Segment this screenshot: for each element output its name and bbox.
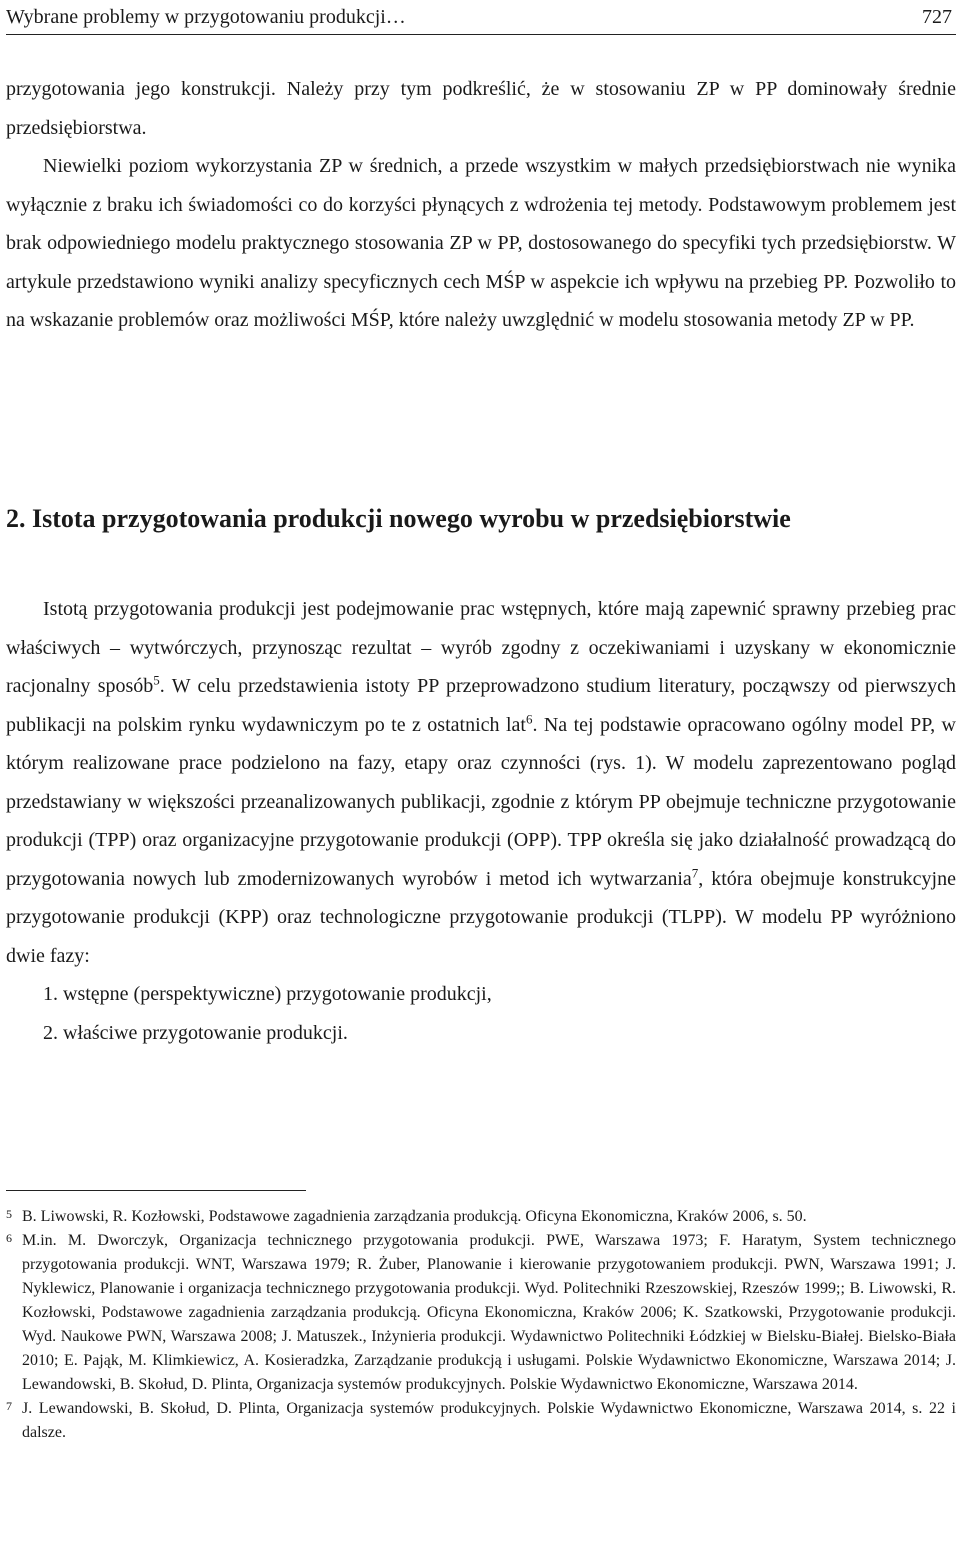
text-run: Istotą przygotowania produkcji jest podejmowanie prac wstępnych, które mają zapewnić sprawny przebieg prac właściwych – wytwórczych, przynosząc rezultat – wyrób zgodny z oczekiwaniami i uzyskany w ekonomicznie racjonalny sposób: [6, 598, 956, 697]
section-body: [6, 590, 956, 1052]
footnote-mark: 6: [6, 1231, 12, 1245]
footnote-ref: 7: [691, 864, 699, 880]
footnote-separator: [6, 1190, 306, 1191]
footnote-text: B. Liwowski, R. Kozłowski, Podstawowe zagadnienia zarządzania produkcją. Oficyna Ekonomiczna, Kraków 2006, s. 50.: [22, 1208, 807, 1225]
footnote-text: J. Lewandowski, B. Skołud, D. Plinta, Organizacja systemów produkcyjnych. Polskie Wydawnictwo Ekonomiczne, Warszawa 2014, s. 22 i dalsze.: [22, 1400, 956, 1441]
footnotes: [6, 1205, 956, 1445]
text-run: , która obejmuje konstrukcyjne przygotowanie produkcji (KPP) oraz technologiczne przygotowanie produkcji (TLPP). W modelu PP wyróżniono dwie fazy:: [6, 867, 956, 967]
page-number: 727: [922, 6, 952, 28]
list-item: 2. właściwe przygotowanie produkcji.: [43, 1021, 348, 1044]
paragraph: Niewielki poziom wykorzystania ZP w średnich, a przede wszystkim w małych przedsiębiorstwach nie wynika wyłącznie z braku ich świadomości co do korzyści płynących z wdrożenia tej metody. Podstawowym problemem jest brak odpowiedniego modelu praktycznego stosowania ZP w PP, dostosowanego do specyfiki tych przedsiębiorstw. W artykule przedstawiono wyniki analizy specyficznych cech MŚP w aspekcie ich wpływu na przebieg PP. Pozwoliło to na wskazanie problemów oraz możliwości MŚP, które należy uwzględnić w modelu stosowania metody ZP w PP.: [6, 155, 956, 331]
footnote: [6, 1205, 956, 1229]
footnote-mark: 7: [6, 1399, 12, 1413]
footnote: [6, 1229, 956, 1397]
section-heading: 2. Istota przygotowania produkcji nowego wyrobu w przedsiębiorstwie: [6, 504, 791, 533]
paragraph: [6, 590, 956, 975]
running-header: [6, 4, 956, 35]
footnote: [6, 1397, 956, 1445]
footnote-mark: 5: [6, 1207, 12, 1221]
footnote-ref: 6: [525, 710, 533, 726]
text-run: . Na tej podstawie opracowano ogólny model PP, w którym realizowane prace podzielono na fazy, etapy oraz czynności (rys. 1). W modelu zaprezentowano pogląd przedstawiany w większości przeanalizowanych publikacji, zgodnie z którym PP obejmuje techniczne przygotowanie produkcji (TPP) oraz organizacyjne przygotowanie produkcji (OPP). TPP określa się jako działalność prowadzącą do przygotowania nowych lub zmodernizowanych wyrobów i metod ich wytwarzania: [6, 713, 956, 890]
intro-text: [6, 70, 956, 340]
text-run: . W celu przedstawienia istoty PP przeprowadzono studium literatury, począwszy od pierwszych publikacji na polskim rynku wydawniczym po te z ostatnich lat: [6, 675, 956, 736]
running-title: Wybrane problemy w przygotowaniu produkcji…: [6, 6, 406, 28]
footnote-text: M.in. M. Dworczyk, Organizacja technicznego przygotowania produkcji. PWE, Warszawa 1973; F. Haratym, System technicznego przygotowania produkcji. WNT, Warszawa 1979; R. Żuber, Planowanie i kierowanie przygotowaniem produkcji. PWN, Warszawa 1991; J. Nyklewicz, Planowanie i organizacja technicznego przygotowania produkcji. Wyd. Politechniki Rzeszowskiej, Rzeszów 1999;; B. Liwowski, R. Kozłowski, Podstawowe zagadnienia zarządzania produkcją. Oficyna Ekonomiczna, Kraków 2006; K. Szatkowski, Przygotowanie produkcji. Wyd. Naukowe PWN, Warszawa 2008; J. Matuszek., Inżynieria produkcji. Wydawnictwo Politechniki Łódzkiej w Bielsku-Białej. Bielsko-Biała 2010; E. Pająk, M. Klimkiewicz, A. Kosieradzka, Zarządzanie produkcją i usługami. Polskie Wydawnictwo Ekonomiczne, Warszawa 2014; J. Lewandowski, B. Skołud, D. Plinta, Organizacja systemów produkcyjnych. Polskie Wydawnictwo Ekonomiczne, Warszawa 2014.: [22, 1232, 956, 1393]
paragraph-continued: przygotowania jego konstrukcji. Należy przy tym podkreślić, że w stosowaniu ZP w PP dominowały średnie przedsiębiorstwa.: [6, 78, 956, 139]
list-item: 1. wstępne (perspektywiczne) przygotowanie produkcji,: [43, 983, 492, 1005]
footnote-ref: 5: [153, 672, 160, 688]
